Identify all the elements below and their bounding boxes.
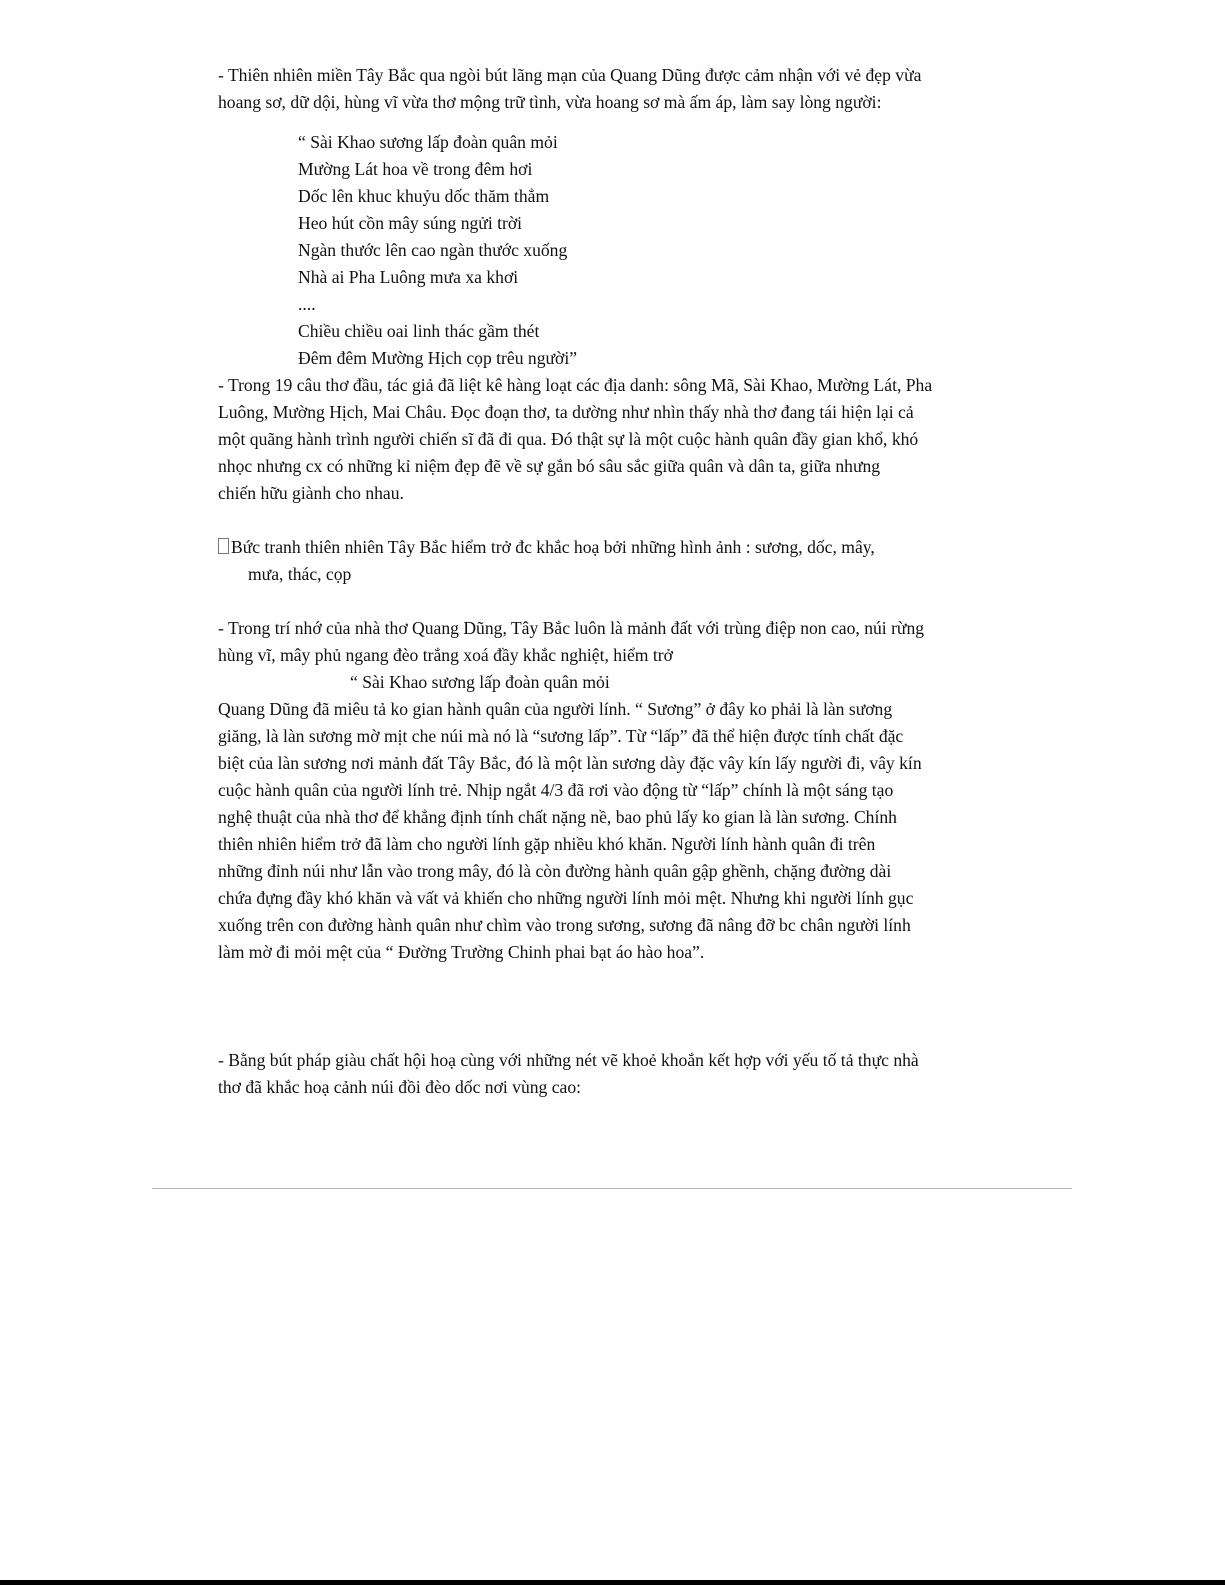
text-line: cuộc hành quân của người lính trẻ. Nhịp ngắt 4/3 đã rơi vào động từ “lấp” chính là một sáng tạo bbox=[218, 780, 894, 800]
bullet-paragraph bbox=[218, 534, 1018, 588]
text-line: thơ đã khắc hoạ cảnh núi đồi đèo dốc nơi vùng cao: bbox=[218, 1077, 582, 1097]
poem-line: Chiều chiều oai linh thác gầm thét bbox=[298, 321, 540, 341]
document-page bbox=[218, 62, 1018, 1101]
poem-line: “ Sài Khao sương lấp đoàn quân mỏi bbox=[298, 132, 558, 152]
poem-line: Nhà ai Pha Luông mưa xa khơi bbox=[298, 267, 519, 287]
text-line: - Bằng bút pháp giàu chất hội hoạ cùng với những nét vẽ khoẻ khoắn kết hợp với yếu tố tả thực nhà bbox=[218, 1050, 919, 1070]
bullet-box-icon bbox=[218, 538, 229, 554]
poem-line: .... bbox=[298, 294, 316, 314]
text-line: xuống trên con đường hành quân như chìm vào trong sương, sương đã nâng đỡ bc chân người lính bbox=[218, 915, 911, 935]
text-line: chiến hữu giành cho nhau. bbox=[218, 483, 404, 503]
text-line: giăng, là làn sương mờ mịt che núi mà nó là “sương lấp”. Từ “lấp” đã thể hiện được tính chất đặc bbox=[218, 726, 904, 746]
text-line: - Trong 19 câu thơ đầu, tác giả đã liệt kê hàng loạt các địa danh: sông Mã, Sài Khao, Mường Lát, Pha bbox=[218, 375, 933, 395]
poem-line: Đêm đêm Mường Hịch cọp trêu người” bbox=[298, 348, 578, 368]
paragraph-painting bbox=[218, 1047, 1018, 1101]
poem-line: Heo hút cồn mây súng ngửi trời bbox=[298, 213, 523, 233]
poem-line: Dốc lên khuc khuỷu dốc thăm thẳm bbox=[298, 186, 550, 206]
text-line: thiên nhiên hiểm trở đã làm cho người lính gặp nhiều khó khăn. Người lính hành quân đi trên bbox=[218, 834, 876, 854]
poem-line: Mường Lát hoa về trong đêm hơi bbox=[298, 159, 533, 179]
paragraph-intro bbox=[218, 62, 1018, 116]
text-line: chứa đựng đầy khó khăn và vất vả khiến cho những người lính mỏi mệt. Nhưng khi người lính gục bbox=[218, 888, 914, 908]
text-line: nghệ thuật của nhà thơ để khẳng định tính chất nặng nề, bao phủ lấy ko gian là làn sương. Chính bbox=[218, 807, 897, 827]
text-line: hoang sơ, dữ dội, hùng vĩ vừa thơ mộng trữ tình, vừa hoang sơ mà ấm áp, làm say lòng người: bbox=[218, 92, 882, 112]
text-line: Luông, Mường Hịch, Mai Châu. Đọc đoạn thơ, ta dường như nhìn thấy nhà thơ đang tái hiện lại cả bbox=[218, 402, 914, 422]
quoted-verse: “ Sài Khao sương lấp đoàn quân mỏi bbox=[350, 672, 610, 692]
text-line: biệt của làn sương nơi mảnh đất Tây Bắc, đó là một làn sương dày đặc vây kín lấy người đi, vây kín bbox=[218, 753, 922, 773]
text-line: một quãng hành trình người chiến sĩ đã đi qua. Đó thật sự là một cuộc hành quân đầy gian khổ, khó bbox=[218, 429, 919, 449]
poem-line: Ngàn thước lên cao ngàn thước xuống bbox=[298, 240, 568, 260]
text-line: - Trong trí nhớ của nhà thơ Quang Dũng, Tây Bắc luôn là mảnh đất với trùng điệp non cao, núi rừng bbox=[218, 618, 925, 638]
text-line: Quang Dũng đã miêu tả ko gian hành quân của người lính. “ Sương” ở đây ko phải là làn sương bbox=[218, 699, 893, 719]
text-line: - Thiên nhiên miền Tây Bắc qua ngòi bút lãng mạn của Quang Dũng được cảm nhận với vẻ đẹp vừa bbox=[218, 65, 922, 85]
text-line: nhọc nhưng cx có những kỉ niệm đẹp đẽ về sự gắn bó sâu sắc giữa quân và dân ta, giữa nhưng bbox=[218, 456, 881, 476]
text-line: hùng vĩ, mây phủ ngang đèo trắng xoá đầy khắc nghiệt, hiểm trở bbox=[218, 645, 673, 665]
poem-block bbox=[218, 129, 1018, 372]
bullet-line bbox=[218, 534, 1018, 561]
paragraph-memory bbox=[218, 615, 1018, 669]
text-line: làm mờ đi mỏi mệt của “ Đường Trường Chinh phai bạt áo hào hoa”. bbox=[218, 942, 705, 962]
bullet-text: Bức tranh thiên nhiên Tây Bắc hiểm trở đc khắc hoạ bởi những hình ảnh : sương, dốc, mây, bbox=[231, 537, 875, 557]
bottom-edge-bar bbox=[0, 1580, 1225, 1585]
paragraph-analysis bbox=[218, 696, 1018, 966]
paragraph-places bbox=[218, 372, 1018, 507]
bullet-continuation: mưa, thác, cọp bbox=[248, 564, 352, 584]
text-line: những đỉnh núi như lẫn vào trong mây, đó là còn đường hành quân gập ghềnh, chặng đường dài bbox=[218, 861, 892, 881]
page-separator bbox=[152, 1188, 1072, 1189]
